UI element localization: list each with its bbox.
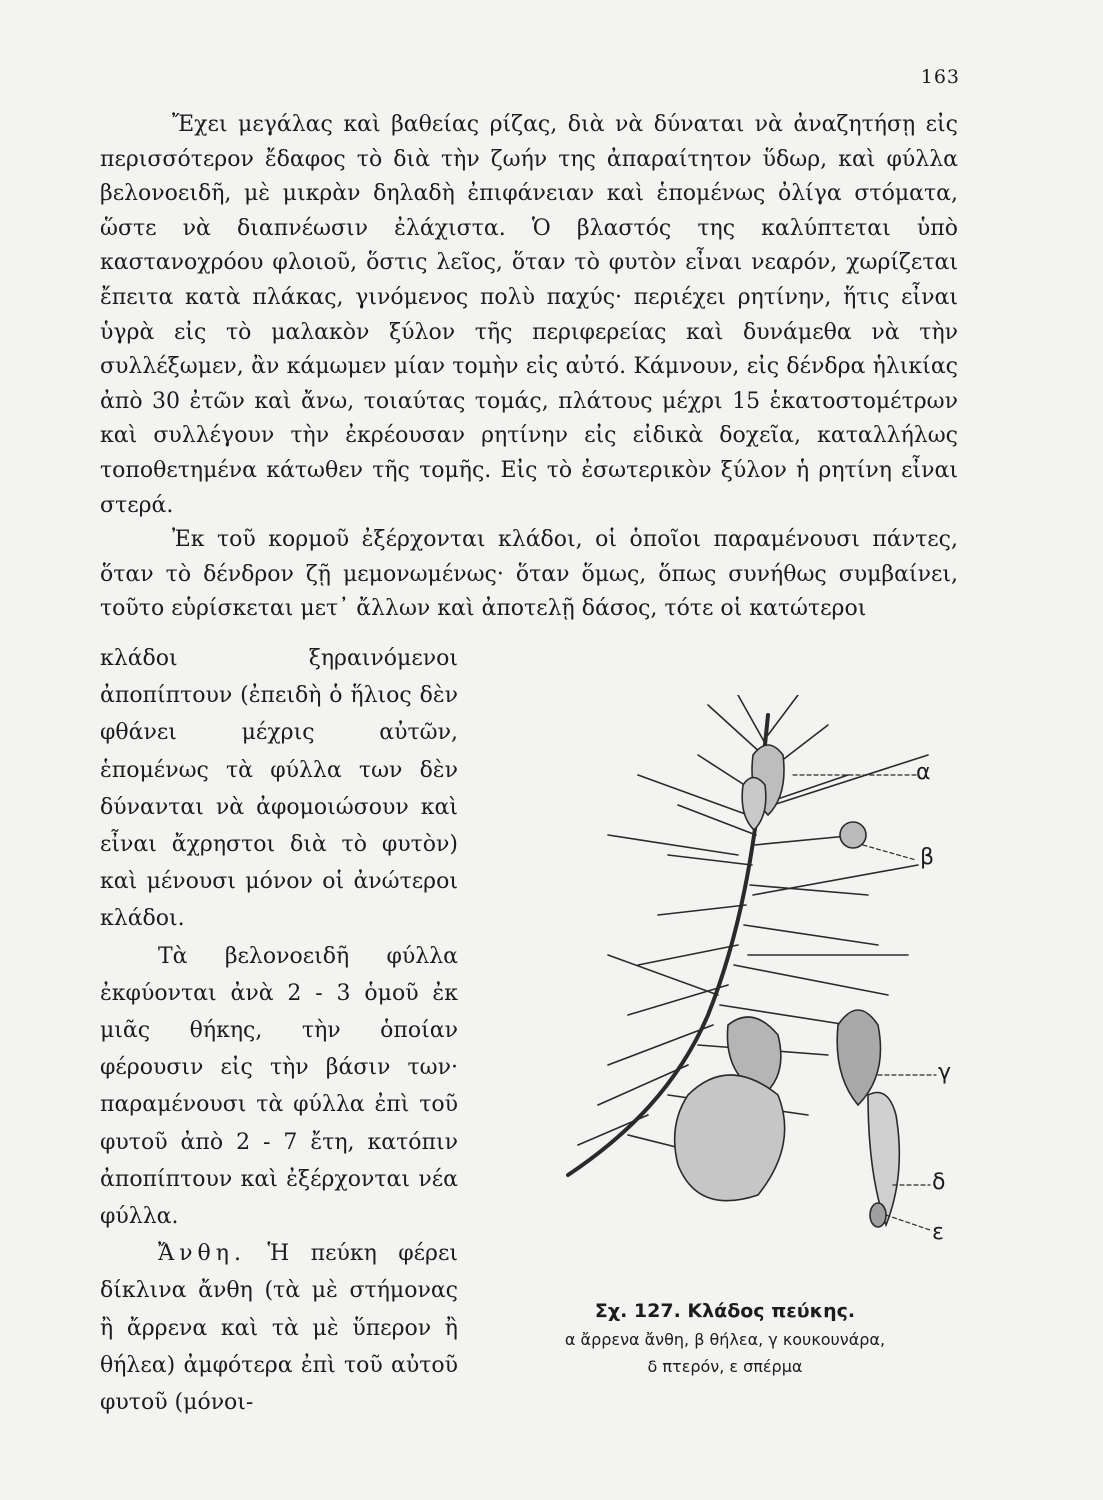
main-text-narrow-column (100, 640, 458, 1421)
caption-line-2: δ πτερόν, ε σπέρμα (647, 1357, 803, 1376)
figure-label-g: γ (938, 1060, 952, 1085)
pine-branch-illustration (548, 695, 968, 1255)
figure-label-a: α (916, 760, 931, 785)
pine-branch-figure (548, 695, 968, 1255)
paragraph-branches-continued: κλάδοι ξηραινόμενοι ἀποπίπτουν (ἐπειδὴ ὁ ἥλιος δὲν φθάνει μέχρις αὐτῶν, ἑπομένως τὰ φύλλα των δὲν δύνανται νὰ ἀφομοιώσουν καὶ εἶναι ἄχρηστοι διὰ τὸ φυτὸν) καὶ μένουσι μόνον οἱ ἀνώτεροι κλάδοι. (100, 646, 458, 932)
caption-title: Σχ. 127. Κλάδος πεύκης. (594, 1300, 856, 1322)
figure-label-e: ε (932, 1220, 944, 1245)
paragraph-flowers (100, 1235, 458, 1421)
main-text-full-width (100, 108, 958, 627)
caption-line-1: α ἄρρενα ἄνθη, β θήλεα, γ κουκουνάρα, (564, 1330, 886, 1349)
page-number: 163 (920, 66, 960, 88)
flowers-text: Ἡ πεύκη φέρει δίκλινα ἄνθη (τὰ μὲ στήμονας ἢ ἄρρενα καὶ τὰ μὲ ὕπερον ἢ θήλεα) ἀμφότερα ἐπὶ τοῦ αὐτοῦ φυτοῦ (μόνοι- (100, 1241, 458, 1416)
paragraph-roots-and-resin: Ἔχει μεγάλας καὶ βαθείας ρίζας, διὰ νὰ δύναται νὰ ἀναζητήσῃ εἰς περισσότερον ἔδαφος τὸ διὰ τὴν ζωήν της ἀπαραίτητον ὕδωρ, καὶ φύλλα βελονοειδῆ, μὲ μικρὰν δηλαδὴ ἐπιφάνειαν καὶ ἑπομένως ὀλίγα στόματα, ὥστε νὰ διαπνέωσιν ἐλάχιστα. Ὁ βλαστός της καλύπτεται ὑπὸ καστανοχρόου φλοιοῦ, ὅστις λεῖος, ὅταν τὸ φυτὸν εἶναι νεαρόν, χωρίζεται ἔπειτα κατὰ πλάκας, γινόμενος πολὺ παχύς· περιέχει ρητίνην, ἥτις εἶναι ὑγρὰ εἰς τὸ μαλακὸν ξύλον τῆς περιφερείας καὶ δυνάμεθα νὰ τὴν συλλέξωμεν, ἂν κάμωμεν μίαν τομὴν εἰς αὐτό. Κάμνουν, εἰς δένδρα ἡλικίας ἀπὸ 30 ἐτῶν καὶ ἄνω, τοιαύτας τομάς, πλάτους μέχρι 15 ἑκατοστομέτρων καὶ συλλέγουν τὴν ἐκρέουσαν ρητίνην εἰς εἰδικὰ δοχεῖα, καταλλήλως τοποθετημένα κάτωθεν τῆς τομῆς. Εἰς τὸ ἐσωτερικὸν ξύλον ἡ ρητίνη εἶναι στερά. (100, 112, 958, 518)
figure-caption (500, 1296, 950, 1380)
paragraph-needles: Τὰ βελονοειδῆ φύλλα ἐκφύονται ἀνὰ 2 - 3 ὁμοῦ ἐκ μιᾶς θήκης, τὴν ὁποίαν φέρουσιν εἰς τὴν βάσιν των· παραμένουσι τὰ φύλλα ἐπὶ τοῦ φυτοῦ ἀπὸ 2 - 7 ἔτη, κατόπιν ἀποπίπτουν καὶ ἐξέρχονται νέα φύλλα. (100, 943, 458, 1230)
paragraph-branches: Ἐκ τοῦ κορμοῦ ἐξέρχονται κλάδοι, οἱ ὁποῖοι παραμένουσι πάντες, ὅταν τὸ δένδρον ζῇ μεμονωμένως· ὅταν ὅμως, ὅπως συνήθως συμβαίνει, τοῦτο εὑρίσκεται μετ᾽ ἄλλων καὶ ἀποτελῇ δάσος, τότε οἱ κατώτεροι (100, 527, 958, 622)
figure-label-b: β (920, 845, 935, 870)
figure-label-d: δ (932, 1170, 946, 1195)
flowers-heading: Ἄνθη. (158, 1241, 246, 1267)
